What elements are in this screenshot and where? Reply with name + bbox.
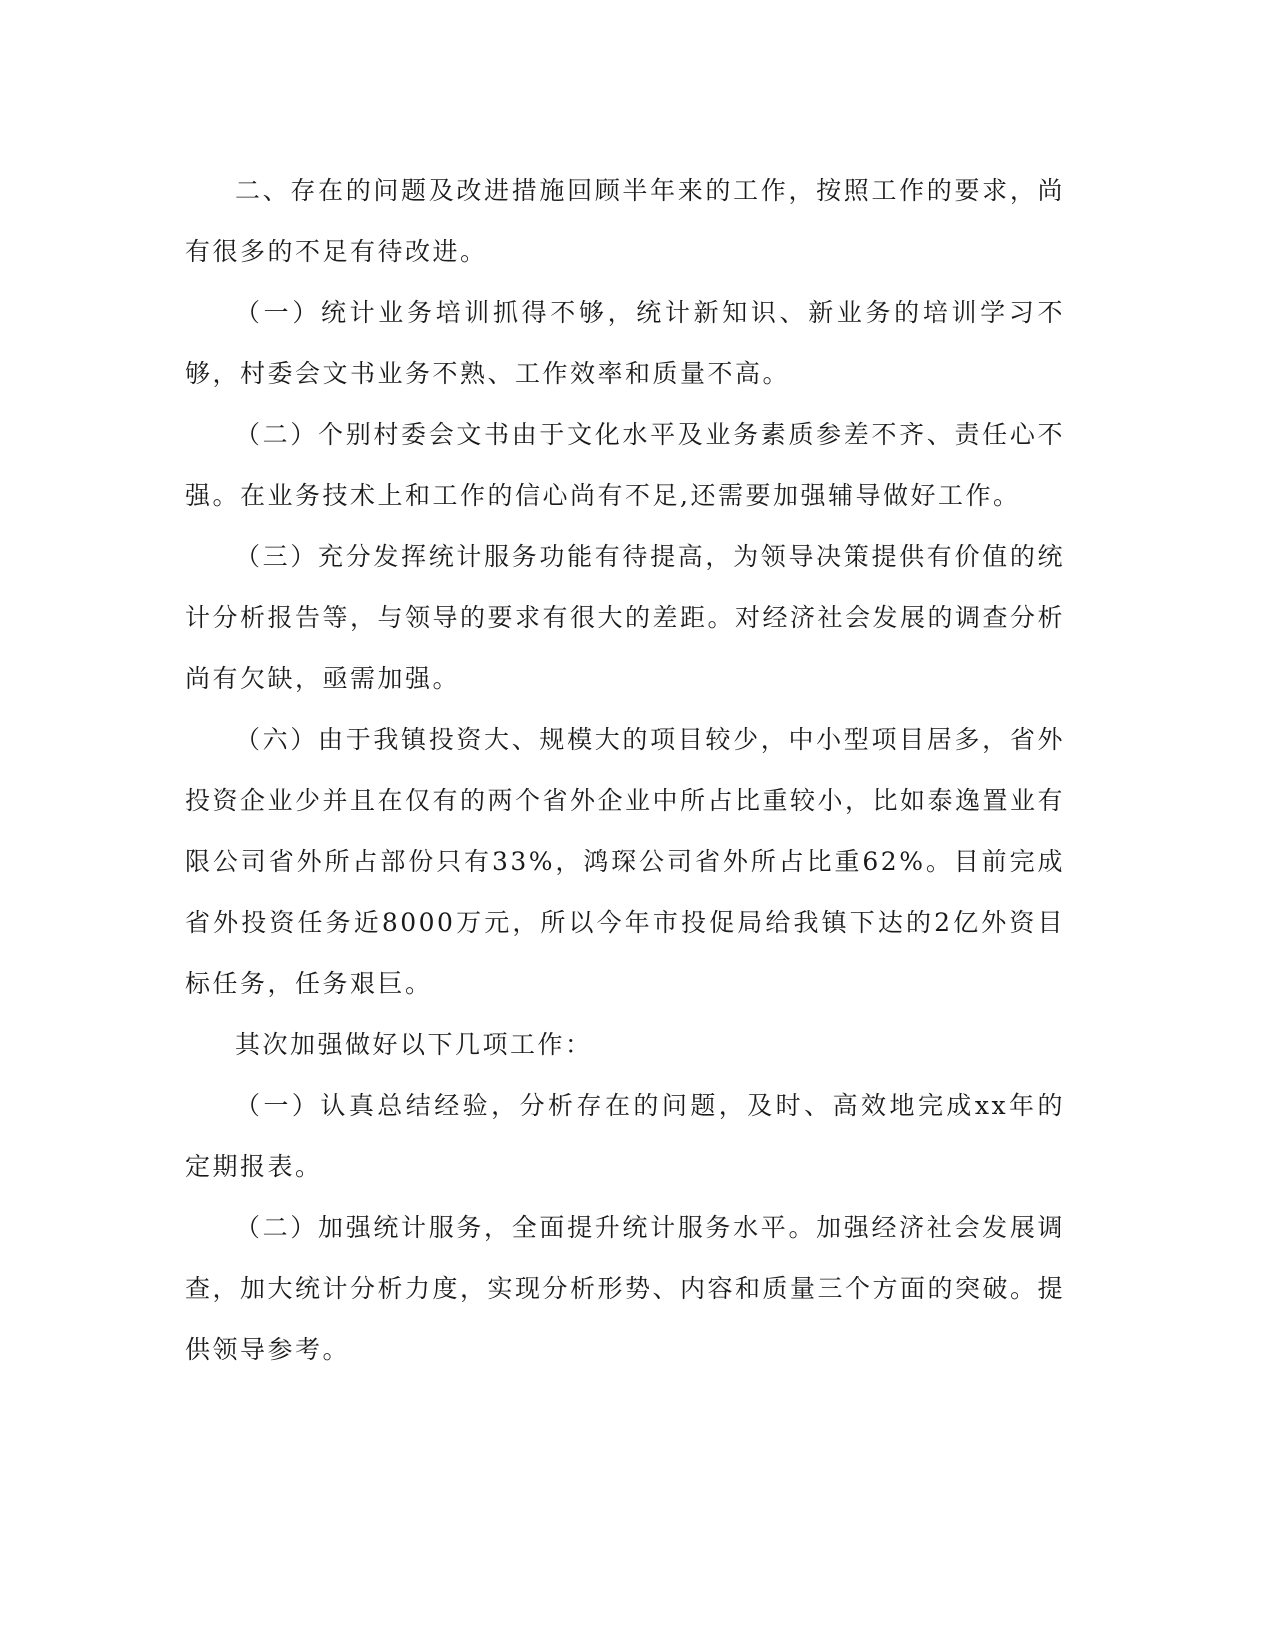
document-body <box>185 160 1065 1380</box>
paragraph-problem-one: （一）统计业务培训抓得不够，统计新知识、新业务的培训学习不够，村委会文书业务不熟、工作效率和质量不高。 <box>185 298 1065 388</box>
paragraph-next-steps-intro: 其次加强做好以下几项工作： <box>235 1030 593 1059</box>
paragraph-next-step-one: （一）认真总结经验，分析存在的问题，及时、高效地完成xx年的定期报表。 <box>185 1091 1065 1181</box>
paragraph-problem-three: （三）充分发挥统计服务功能有待提高，为领导决策提供有价值的统计分析报告等，与领导的要求有很大的差距。对经济社会发展的调查分析尚有欠缺，亟需加强。 <box>185 542 1066 693</box>
paragraph-problem-two: （二）个别村委会文书由于文化水平及业务素质参差不齐、责任心不强。在业务技术上和工作的信心尚有不足,还需要加强辅导做好工作。 <box>185 420 1065 510</box>
paragraph-section-two-intro: 二、存在的问题及改进措施回顾半年来的工作，按照工作的要求，尚有很多的不足有待改进。 <box>185 176 1065 266</box>
paragraph-next-step-two: （二）加强统计服务，全面提升统计服务水平。加强经济社会发展调查，加大统计分析力度，实现分析形势、内容和质量三个方面的突破。提供领导参考。 <box>185 1213 1066 1364</box>
paragraph-problem-six: （六）由于我镇投资大、规模大的项目较少，中小型项目居多，省外投资企业少并且在仅有的两个省外企业中所占比重较小，比如泰逸置业有限公司省外所占部份只有33%，鸿琛公司省外所占比重62%。目前完成省外投资任务近8000万元，所以今年市投促局给我镇下达的2亿外资目标任务，任务艰巨。 <box>185 725 1066 998</box>
